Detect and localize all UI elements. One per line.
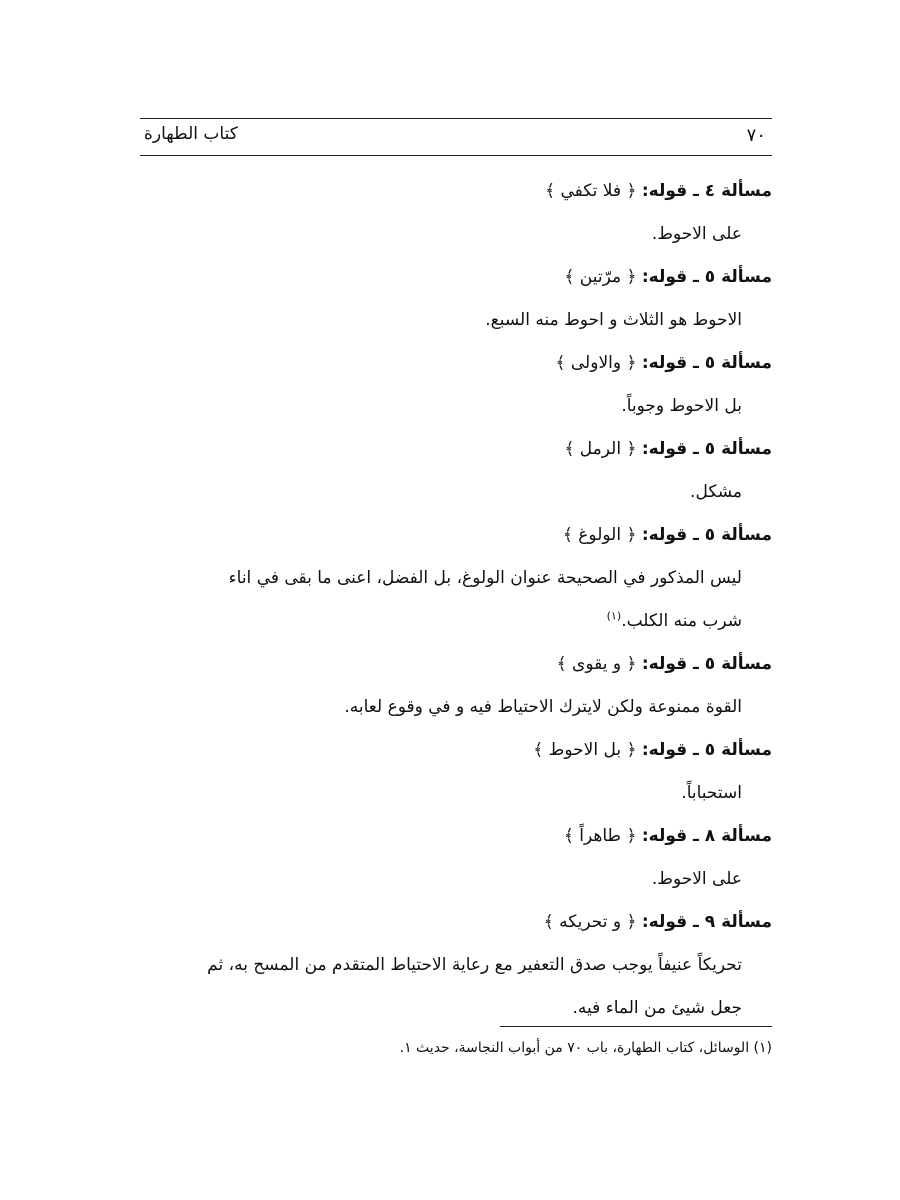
quoted-phrase: ﴿ بل الاحوط ﴾	[533, 740, 637, 760]
question-label: مسألة ٥ ـ قوله:	[641, 267, 772, 287]
answer-line: على الاحوط.	[651, 869, 742, 889]
answer-line: الاحوط هو الثلاث و احوط منه السبع.	[485, 310, 742, 330]
entry-2	[140, 256, 772, 342]
quoted-phrase: ﴿ طاهراً ﴾	[563, 826, 637, 846]
quoted-phrase: ﴿ و تحريكه ﴾	[543, 912, 637, 932]
answer-line: استحباباً.	[681, 783, 742, 803]
answer	[140, 471, 772, 514]
entry-6	[140, 643, 772, 729]
question-label: مسألة ٥ ـ قوله:	[641, 740, 772, 760]
answer-line: جعل شيئ من الماء فيه.	[572, 998, 742, 1018]
question-line	[140, 901, 772, 944]
answer-line: على الاحوط.	[651, 224, 742, 244]
question-label: مسألة ٥ ـ قوله:	[641, 353, 772, 373]
entry-1	[140, 170, 772, 256]
footnote-mark[interactable]: (١)	[606, 609, 622, 623]
quoted-phrase: ﴿ الرمل ﴾	[564, 439, 637, 459]
entry-7	[140, 729, 772, 815]
question-line	[140, 729, 772, 772]
answer-line: بل الاحوط وجوباً.	[621, 396, 742, 416]
quoted-phrase: ﴿ مرّتين ﴾	[564, 267, 637, 287]
entry-9	[140, 901, 772, 1030]
entry-4	[140, 428, 772, 514]
question-line	[140, 428, 772, 471]
quoted-phrase: ﴿ الولوغ ﴾	[562, 525, 637, 545]
answer	[140, 385, 772, 428]
footnote: (١) الوسائل، كتاب الطهارة، باب ٧٠ من أبواب النجاسة، حديث ١.	[399, 1040, 772, 1056]
answer	[140, 772, 772, 815]
question-line	[140, 643, 772, 686]
question-line	[140, 170, 772, 213]
quoted-phrase: ﴿ فلا تكفي ﴾	[545, 181, 637, 201]
question-line	[140, 514, 772, 557]
page-number: ٧٠	[746, 125, 766, 146]
question-label: مسألة ٥ ـ قوله:	[641, 439, 772, 459]
answer	[140, 213, 772, 256]
question-label: مسألة ٥ ـ قوله:	[641, 525, 772, 545]
answer-line	[140, 600, 742, 643]
answer	[140, 944, 772, 1030]
question-label: مسألة ٥ ـ قوله:	[641, 654, 772, 674]
answer	[140, 557, 772, 643]
footnote-divider	[500, 1026, 772, 1027]
answer-line: ليس المذكور في الصحيحة عنوان الولوغ، بل الفضل، اعنى ما بقى في اناء	[228, 568, 742, 588]
entry-3	[140, 342, 772, 428]
answer-line: تحريكاً عنيفاً يوجب صدق التعفير مع رعاية الاحتياط المتقدم من المسح به، ثم	[207, 955, 742, 975]
answer	[140, 858, 772, 901]
quoted-phrase: ﴿ والاولى ﴾	[555, 353, 637, 373]
running-header	[140, 118, 772, 156]
question-label: مسألة ٤ ـ قوله:	[641, 181, 772, 201]
answer	[140, 686, 772, 729]
question-line	[140, 342, 772, 385]
body-text	[140, 170, 772, 1030]
question-label: مسألة ٩ ـ قوله:	[641, 912, 772, 932]
question-label: مسألة ٨ ـ قوله:	[641, 826, 772, 846]
quoted-phrase: ﴿ و يقوى ﴾	[556, 654, 637, 674]
answer-line: القوة ممنوعة ولكن لايترك الاحتياط فيه و في وقوع لعابه.	[344, 697, 742, 717]
answer	[140, 299, 772, 342]
question-line	[140, 256, 772, 299]
answer-text: شرب منه الكلب.	[621, 611, 742, 631]
running-title: كتاب الطهارة	[144, 124, 238, 144]
entry-5	[140, 514, 772, 643]
question-line	[140, 815, 772, 858]
entry-8	[140, 815, 772, 901]
answer-line: مشكل.	[690, 482, 742, 502]
